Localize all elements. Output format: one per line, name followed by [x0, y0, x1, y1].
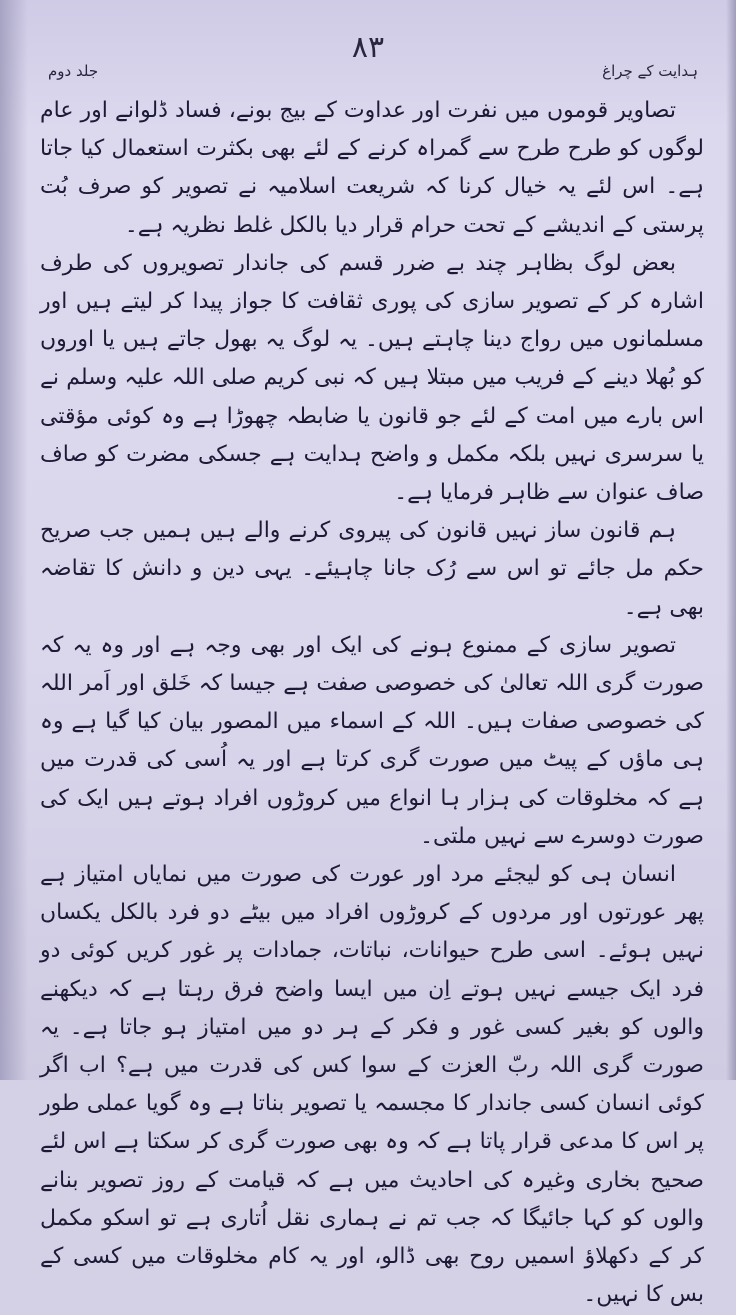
paragraph-4: تصویر سازی کے ممنوع ہونے کی ایک اور بھی وجہ ہے اور وہ یہ کہ صورت گری اللہ تعالیٰ کی خصوصی صفت ہے جیسا کہ خَلق اور اَمر اللہ کی خصوصی صفات ہیں۔ اللہ کے اسماء میں المصور بیان کیا گیا ہے وہ ہی ماؤں کے پیٹ میں صورت گری کرتا ہے اور یہ اُسی کی قدرت میں ہے کہ مخلوقات کی ہزار ہا انواع میں کروڑوں افراد ہوتے ہیں ایک کی صورت دوسرے سے نہیں ملتی۔ — [40, 632, 704, 849]
paragraph-5: انسان ہی کو لیجئے مرد اور عورت کی صورت میں نمایاں امتیاز ہے پھر عورتوں اور مردوں کے کروڑوں افراد میں بیٹے دو فرد بالکل یکساں نہیں ہوئے۔ اسی طرح حیوانات، نباتات، جمادات پر غور کریں کوئی دو فرد ایک جیسے نہیں ہوتے اِن میں ایسا واضح فرق رہتا ہے کہ دیکھنے والوں کو بغیر کسی غور و فکر کے ہر دو میں امتیاز ہو جاتا ہے۔ یہ صورت گری اللہ ربّ العزت کے سوا کس کی قدرت میں ہے؟ اب اگر کوئی انسان کسی جاندار کا مجسمہ یا تصویر بناتا ہے وہ گویا عملی طور پر اس کا مدعی قرار پاتا ہے کہ وہ بھی صورت گری کر سکتا ہے اس لئے صحیح بخاری وغیرہ کی احادیث میں ہے کہ قیامت کے روز تصویر بنانے والوں کو کہا جائیگا کہ جب تم نے ہماری نقل اُتاری ہے تو اسکو مکمل کر کے دکھلاؤ اسمیں روح بھی ڈالو، اور یہ کام مخلوقات میں کسی کے بس کا نہیں۔ — [40, 862, 704, 1308]
paragraph-1: تصاویر قوموں میں نفرت اور عداوت کے بیج بونے، فساد ڈلوانے اور عام لوگوں کو طرح طرح سے گمراہ کرنے کے لئے بھی بکثرت استعمال کیا جاتا ہے۔ اس لئے یہ خیال کرنا کہ شریعت اسلامیہ نے تصویر کو صرف بُت پرستی کے اندیشے کے تحت حرام قرار دیا بالکل غلط نظریہ ہے۔ — [40, 98, 704, 238]
body-text — [40, 92, 704, 1315]
volume-label: جلد دوم — [48, 62, 99, 80]
running-header — [48, 62, 698, 88]
page-gutter-shadow — [0, 0, 28, 1080]
paragraph-3: ہم قانون ساز نہیں قانون کی پیروی کرنے والے ہیں ہمیں جب صریح حکم مل جائے تو اس سے رُک جانا چاہیئے۔ یہی دین و دانش کا تقاضہ بھی ہے۔ — [40, 518, 704, 620]
book-title: ہدایت کے چراغ — [602, 62, 698, 80]
page-edge-shadow — [726, 0, 736, 1080]
page-number: ۸۳ — [351, 30, 385, 65]
paragraph-2: بعض لوگ بظاہر چند بے ضرر قسم کی جاندار تصویروں کی طرف اشارہ کر کے تصویر سازی کی پوری ثقافت کا جواز پیدا کر لیتے ہیں اور مسلمانوں میں رواج دینا چاہتے ہیں۔ یہ لوگ یہ بھول جاتے ہیں یا اوروں کو بُھلا دینے کے فریب میں مبتلا ہیں کہ نبی کریم صلی اللہ علیہ وسلم نے اس بارے میں امت کے لئے جو قانون یا ضابطہ چھوڑا ہے وہ کوئی مؤقتی یا سرسری نہیں بلکہ مکمل و واضح ہدایت ہے جسکی مضرت کو صاف صاف عنوان سے ظاہر فرمایا ہے۔ — [40, 250, 704, 506]
